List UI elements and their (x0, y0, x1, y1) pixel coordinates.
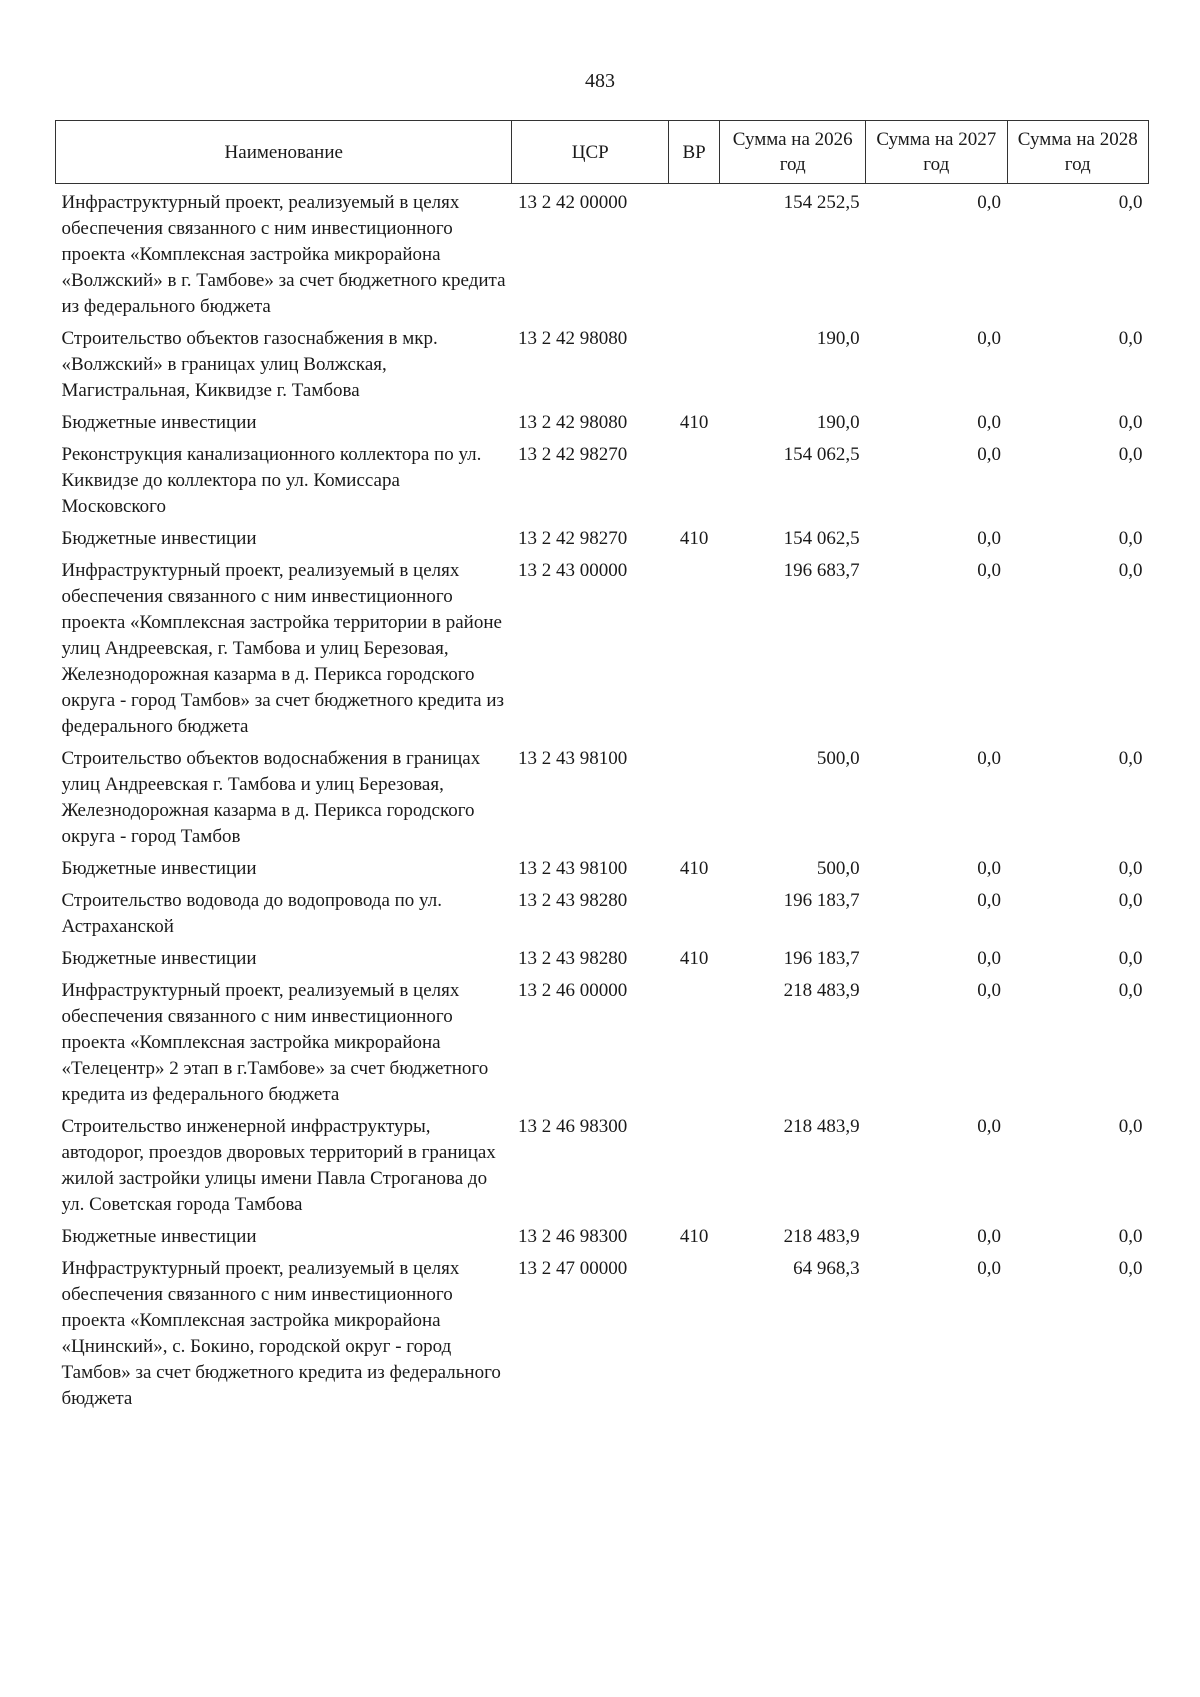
cell-vr (668, 184, 719, 327)
cell-name: Строительство объектов газоснабжения в мкр. «Волжский» в границах улиц Волжская, Магистральная, Киквидзе г. Тамбова (61, 328, 438, 401)
header-vr: ВР (668, 121, 719, 184)
table-body (56, 184, 1149, 1419)
table-row (56, 1224, 1149, 1256)
cell-csr: 13 2 46 98300 (517, 1226, 628, 1247)
table-header-row (56, 121, 1149, 184)
header-sum-2027: Сумма на 2027 год (866, 121, 1007, 184)
cell-sum-2026: 154 062,5 (783, 528, 860, 549)
cell-sum-2027: 0,0 (977, 528, 1001, 549)
cell-sum-2026: 196 183,7 (783, 948, 860, 969)
table-row (56, 526, 1149, 558)
cell-sum-2027: 0,0 (977, 858, 1001, 879)
cell-sum-2026: 154 252,5 (783, 192, 860, 213)
table-row (56, 946, 1149, 978)
cell-sum-2027: 0,0 (977, 192, 1001, 213)
cell-name: Инфраструктурный проект, реализуемый в целях обеспечения связанного с ним инвестиционного проекта «Комплексная застройка микрорайона «Цнинский», с. Бокино, городской округ - город Тамбов» за счет бюджетного кредита из федерального бюджета (61, 1258, 501, 1409)
cell-sum-2027: 0,0 (977, 444, 1001, 465)
header-csr: ЦСР (512, 121, 668, 184)
cell-sum-2026: 500,0 (816, 858, 860, 879)
cell-sum-2028: 0,0 (1118, 444, 1143, 465)
table-row (56, 442, 1149, 526)
cell-sum-2026: 64 968,3 (793, 1258, 860, 1279)
cell-vr (668, 1114, 719, 1224)
cell-csr: 13 2 46 98300 (517, 1116, 628, 1137)
cell-csr: 13 2 42 98080 (517, 412, 628, 433)
cell-sum-2027: 0,0 (977, 980, 1001, 1001)
table-row (56, 746, 1149, 856)
cell-sum-2028: 0,0 (1118, 192, 1143, 213)
cell-vr (668, 746, 719, 856)
cell-vr (668, 888, 719, 946)
cell-vr (668, 1256, 719, 1418)
cell-sum-2026: 196 683,7 (783, 560, 860, 581)
cell-vr: 410 (679, 948, 709, 969)
cell-sum-2028: 0,0 (1118, 948, 1143, 969)
page-number: 483 (585, 70, 615, 92)
table-row (56, 978, 1149, 1114)
cell-sum-2026: 218 483,9 (783, 980, 860, 1001)
cell-name: Инфраструктурный проект, реализуемый в целях обеспечения связанного с ним инвестиционного проекта «Комплексная застройка территории в районе улиц Андреевская, г. Тамбова и улиц Березовая, Железнодорожная казарма в д. Перикса городского округа - город Тамбов» за счет бюджетного кредита из федерального бюджета (61, 560, 505, 737)
cell-name: Строительство объектов водоснабжения в границах улиц Андреевская г. Тамбова и улиц Березовая, Железнодорожная казарма в д. Перикса городского округа - город Тамбов (61, 748, 481, 847)
cell-sum-2028: 0,0 (1118, 890, 1143, 911)
cell-sum-2026: 218 483,9 (783, 1116, 860, 1137)
cell-vr: 410 (679, 412, 709, 433)
table-row (56, 1114, 1149, 1224)
table-row (56, 888, 1149, 946)
cell-sum-2026: 218 483,9 (783, 1226, 860, 1247)
cell-sum-2027: 0,0 (977, 1226, 1001, 1247)
table-row (56, 410, 1149, 442)
cell-sum-2028: 0,0 (1118, 748, 1143, 769)
cell-name: Строительство инженерной инфраструктуры, автодорог, проездов дворовых территорий в границах жилой застройки улицы имени Павла Строганова до ул. Советская города Тамбова (61, 1116, 496, 1215)
cell-name: Реконструкция канализационного коллектора по ул. Киквидзе до коллектора по ул. Комиссара Московского (61, 444, 482, 517)
cell-csr: 13 2 42 98080 (517, 328, 628, 349)
header-sum-2026: Сумма на 2026 год (720, 121, 866, 184)
cell-name: Инфраструктурный проект, реализуемый в целях обеспечения связанного с ним инвестиционного проекта «Комплексная застройка микрорайона «Телецентр» 2 этап в г.Тамбове» за счет бюджетного кредита из федерального бюджета (61, 980, 489, 1105)
cell-sum-2027: 0,0 (977, 1116, 1001, 1137)
table-row (56, 184, 1149, 327)
cell-vr (668, 978, 719, 1114)
cell-name: Бюджетные инвестиции (61, 858, 257, 879)
cell-name: Бюджетные инвестиции (61, 528, 257, 549)
header-sum-2028: Сумма на 2028 год (1007, 121, 1149, 184)
cell-sum-2028: 0,0 (1118, 412, 1143, 433)
cell-csr: 13 2 43 00000 (517, 560, 628, 581)
cell-csr: 13 2 42 98270 (517, 444, 628, 465)
cell-csr: 13 2 42 98270 (517, 528, 628, 549)
cell-name: Бюджетные инвестиции (61, 412, 257, 433)
header-name: Наименование (56, 121, 512, 184)
cell-csr: 13 2 43 98280 (517, 948, 628, 969)
cell-sum-2028: 0,0 (1118, 560, 1143, 581)
cell-sum-2026: 190,0 (816, 328, 860, 349)
cell-sum-2028: 0,0 (1118, 980, 1143, 1001)
cell-sum-2027: 0,0 (977, 948, 1001, 969)
cell-name: Инфраструктурный проект, реализуемый в целях обеспечения связанного с ним инвестиционного проекта «Комплексная застройка микрорайона «Волжский» в г. Тамбове» за счет бюджетного кредита из федерального бюджета (61, 192, 506, 317)
cell-sum-2027: 0,0 (977, 412, 1001, 433)
cell-sum-2028: 0,0 (1118, 1226, 1143, 1247)
table-row (56, 856, 1149, 888)
cell-name: Бюджетные инвестиции (61, 948, 257, 969)
cell-csr: 13 2 43 98100 (517, 748, 628, 769)
cell-sum-2026: 500,0 (816, 748, 860, 769)
budget-table (55, 120, 1149, 1418)
cell-vr: 410 (679, 858, 709, 879)
cell-csr: 13 2 43 98100 (517, 858, 628, 879)
cell-vr (668, 558, 719, 746)
table-row (56, 326, 1149, 410)
table-row (56, 558, 1149, 746)
cell-vr: 410 (679, 528, 709, 549)
cell-sum-2028: 0,0 (1118, 858, 1143, 879)
cell-csr: 13 2 47 00000 (517, 1258, 628, 1279)
cell-sum-2026: 190,0 (816, 412, 860, 433)
cell-vr (668, 326, 719, 410)
cell-sum-2028: 0,0 (1118, 1258, 1143, 1279)
cell-sum-2027: 0,0 (977, 748, 1001, 769)
cell-sum-2028: 0,0 (1118, 328, 1143, 349)
cell-vr (668, 442, 719, 526)
cell-name: Строительство водовода до водопровода по ул. Астраханской (61, 890, 442, 937)
cell-csr: 13 2 46 00000 (517, 980, 628, 1001)
cell-csr: 13 2 42 00000 (517, 192, 628, 213)
cell-sum-2027: 0,0 (977, 328, 1001, 349)
cell-name: Бюджетные инвестиции (61, 1226, 257, 1247)
cell-csr: 13 2 43 98280 (517, 890, 628, 911)
cell-vr: 410 (679, 1226, 709, 1247)
cell-sum-2026: 154 062,5 (783, 444, 860, 465)
cell-sum-2028: 0,0 (1118, 1116, 1143, 1137)
cell-sum-2027: 0,0 (977, 890, 1001, 911)
cell-sum-2028: 0,0 (1118, 528, 1143, 549)
table-row (56, 1256, 1149, 1418)
cell-sum-2027: 0,0 (977, 1258, 1001, 1279)
cell-sum-2026: 196 183,7 (783, 890, 860, 911)
cell-sum-2027: 0,0 (977, 560, 1001, 581)
